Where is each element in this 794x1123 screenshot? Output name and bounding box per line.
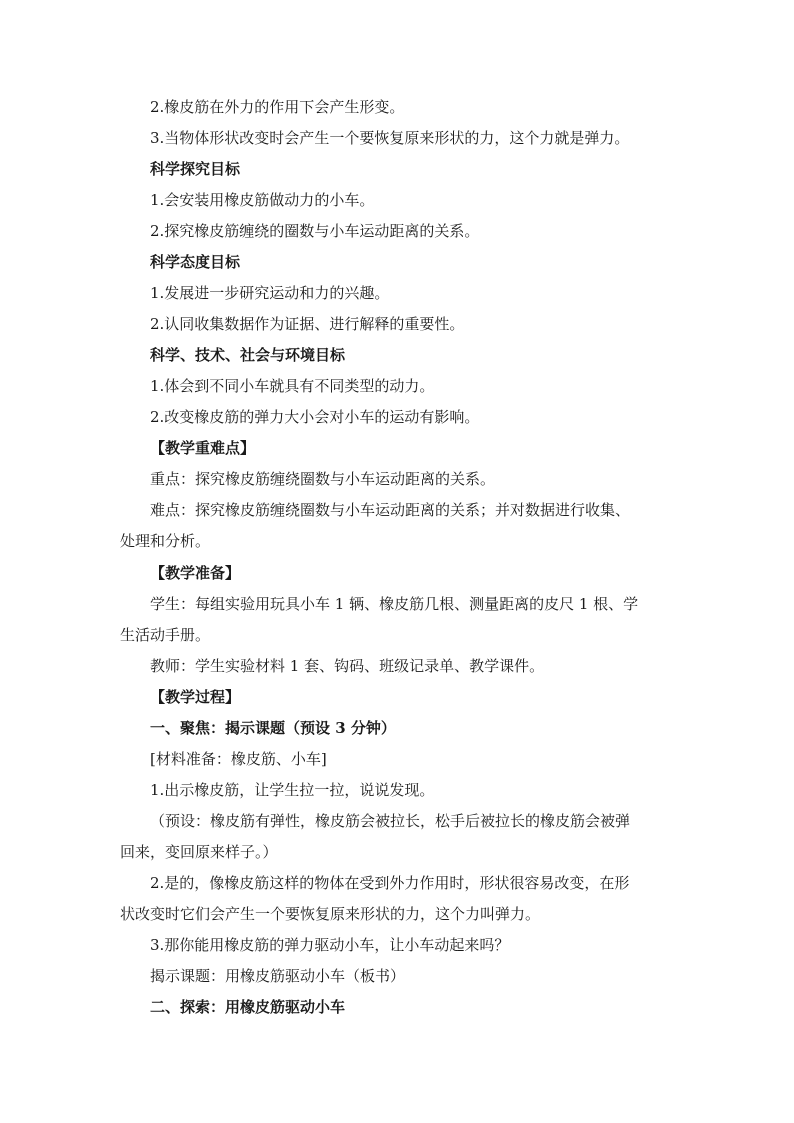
section-heading: 二、探索：用橡皮筋驱动小车 (150, 998, 346, 1016)
text-line: 处理和分析。 (120, 532, 211, 550)
text-line: 2.橡皮筋在外力的作用下会产生形变。 (150, 98, 405, 116)
section-heading: 科学探究目标 (150, 160, 241, 178)
text-line: （预设：橡皮筋有弹性，橡皮筋会被拉长，松手后被拉长的橡皮筋会被弹 (150, 812, 631, 830)
text-line: 生活动手册。 (120, 626, 211, 644)
text-line: [材料准备：橡皮筋、小车] (150, 750, 327, 768)
text-line: 3.当物体形状改变时会产生一个要恢复原来形状的力，这个力就是弹力。 (150, 129, 630, 147)
text-line: 状改变时它们会产生一个要恢复原来形状的力，这个力叫弹力。 (120, 905, 541, 923)
section-heading: 【教学重难点】 (150, 439, 256, 457)
text-line: 2.认同收集数据作为证据、进行解释的重要性。 (150, 315, 465, 333)
text-line: 1.会安装用橡皮筋做动力的小车。 (150, 191, 375, 209)
text-line: 学生：每组实验用玩具小车 1 辆、橡皮筋几根、测量距离的皮尺 1 根、学 (150, 595, 639, 613)
text-line: 1.体会到不同小车就具有不同类型的动力。 (150, 377, 435, 395)
text-line: 2.改变橡皮筋的弹力大小会对小车的运动有影响。 (150, 408, 480, 426)
section-heading: 一、聚焦：揭示课题（预设 3 分钟） (150, 719, 396, 737)
section-heading: 【教学过程】 (150, 688, 241, 706)
text-line: 回来，变回原来样子。） (120, 843, 278, 861)
text-line: 3.那你能用橡皮筋的弹力驱动小车，让小车动起来吗？ (150, 936, 510, 954)
section-heading: 科学态度目标 (150, 253, 241, 271)
text-line: 教师：学生实验材料 1 套、钩码、班级记录单、教学课件。 (150, 657, 545, 675)
text-line: 重点：探究橡皮筋缠绕圈数与小车运动距离的关系。 (150, 470, 496, 488)
text-line: 2.是的，像橡皮筋这样的物体在受到外力作用时，形状很容易改变，在形 (150, 874, 630, 892)
section-heading: 科学、技术、社会与环境目标 (150, 346, 346, 364)
text-line: 2.探究橡皮筋缠绕的圈数与小车运动距离的关系。 (150, 222, 480, 240)
text-line: 1.发展进一步研究运动和力的兴趣。 (150, 284, 390, 302)
text-line: 揭示课题：用橡皮筋驱动小车（板书） (150, 967, 406, 985)
section-heading: 【教学准备】 (150, 564, 241, 582)
text-line: 1.出示橡皮筋，让学生拉一拉，说说发现。 (150, 781, 435, 799)
text-line: 难点：探究橡皮筋缠绕圈数与小车运动距离的关系；并对数据进行收集、 (150, 501, 631, 519)
